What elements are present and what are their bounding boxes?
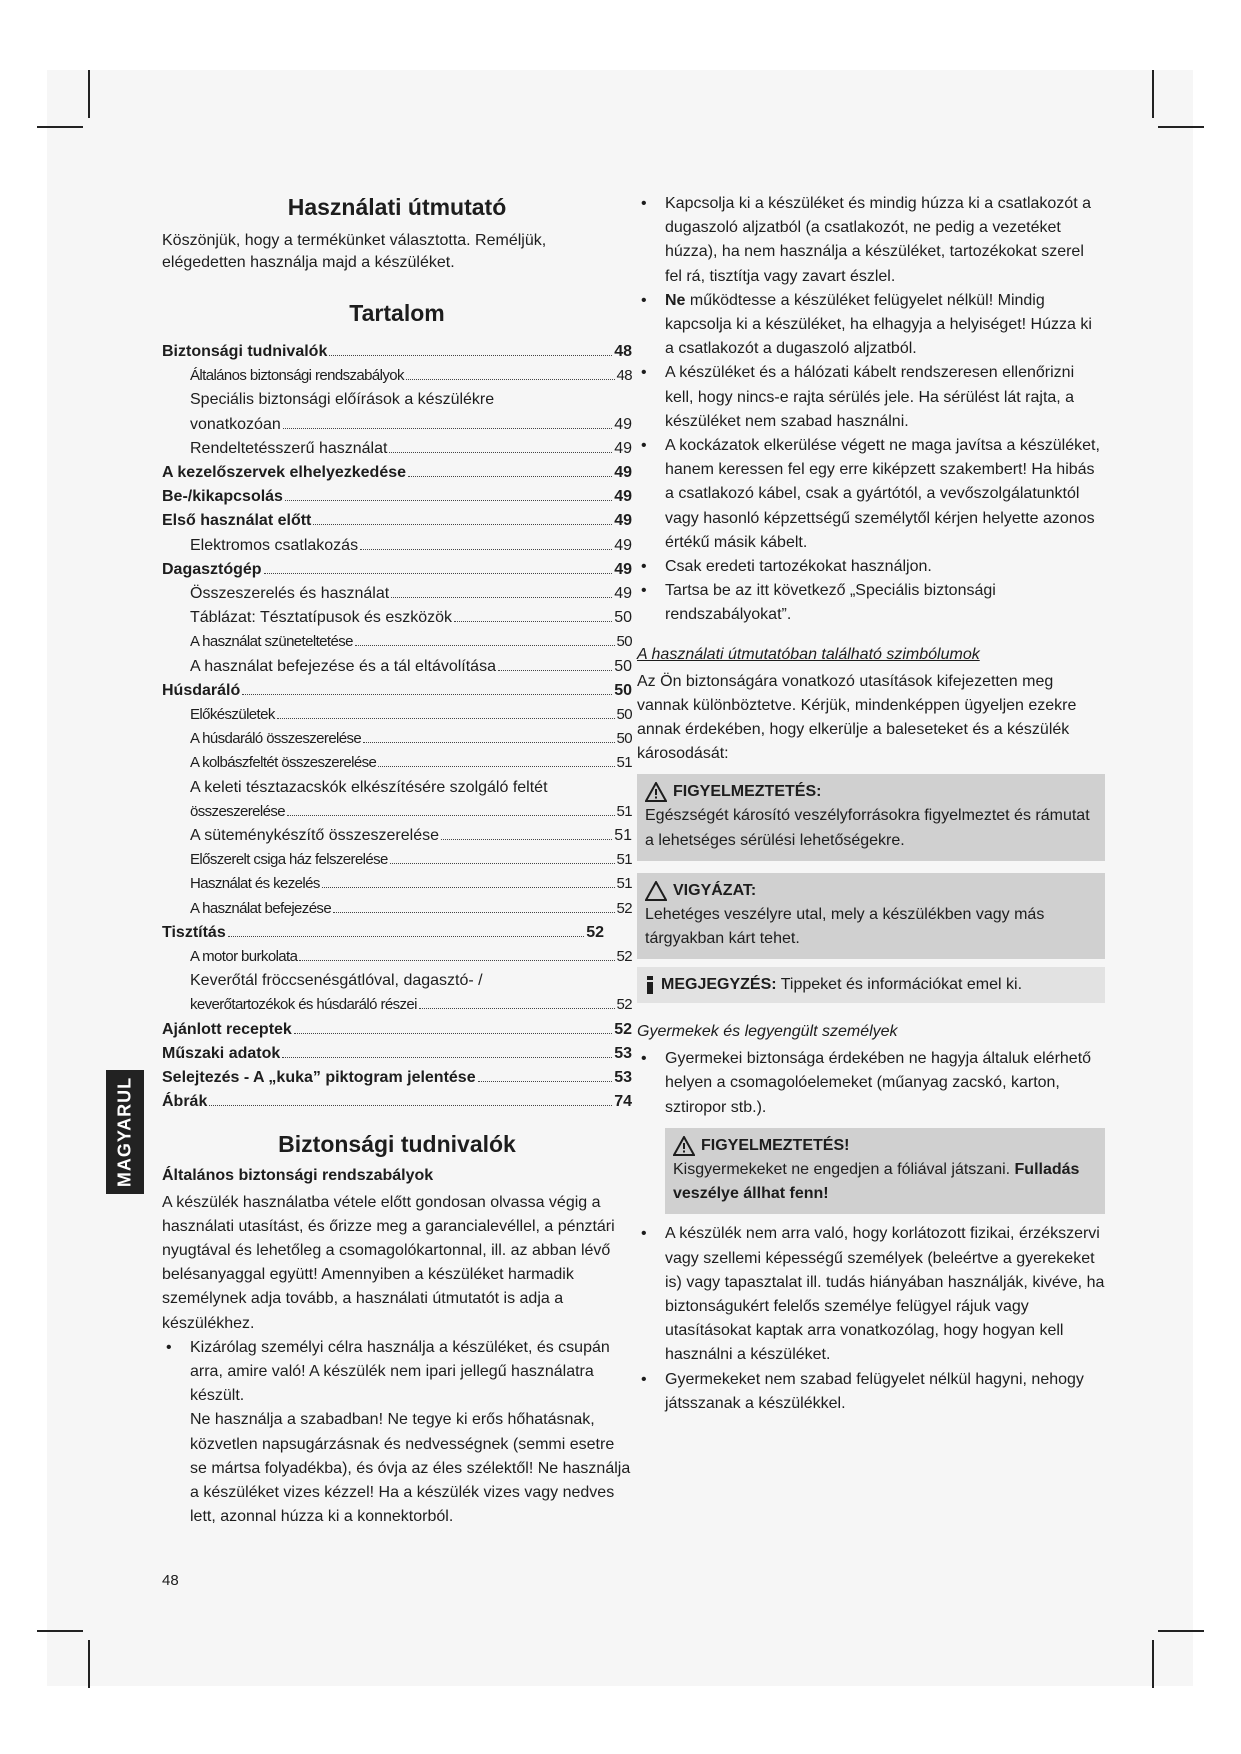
toc-entry[interactable]: A süteménykészítő összeszerelése 51 bbox=[190, 827, 632, 845]
right-column bbox=[637, 192, 1105, 1416]
toc-entry[interactable]: Be-/kikapcsolás 49 bbox=[162, 488, 632, 506]
toc-entry-wrapped: A keleti tésztazacskók elkészítésére szolgáló feltét bbox=[190, 778, 548, 796]
list-item: • Kapcsolja ki a készüléket és mindig húzza ki a csatlakozót a dugaszoló aljzatból (a csatlakozót, ne pedig a vezetéket húzza), ha nem használja a készüléket, tartozékokat szerel fel rá, tisztítja vagy zavart észlel. bbox=[637, 192, 1105, 289]
toc-entry[interactable]: Műszaki adatok 53 bbox=[162, 1044, 632, 1062]
toc-entry[interactable]: Elektromos csatlakozás 49 bbox=[190, 536, 632, 554]
toc-entry[interactable]: A használat befejezése és a tál eltávolítása 50 bbox=[190, 657, 632, 675]
crop-mark bbox=[88, 1640, 90, 1688]
general-rules-heading: Általános biztonsági rendszabályok bbox=[162, 1166, 434, 1184]
list-item: • A készüléket és a hálózati kábelt rendszeresen ellenőrizni kell, hogy nincs-e rajta sérülés jele. Ha sérülést lát rajta, a készüléket nem szabad használni. bbox=[637, 361, 1105, 434]
note-box bbox=[637, 967, 1105, 1003]
warning-box bbox=[637, 774, 1105, 860]
list-item: • Csak eredeti tartozékokat használjon. bbox=[637, 555, 1105, 579]
toc-entry[interactable]: A használat szüneteltetése 50 bbox=[190, 633, 632, 651]
crop-mark bbox=[37, 1630, 83, 1632]
warning-triangle-icon bbox=[645, 782, 667, 802]
warning-box-children bbox=[665, 1128, 1105, 1214]
toc-entry[interactable]: Táblázat: Tésztatípusok és eszközök 50 bbox=[190, 609, 632, 627]
info-icon bbox=[645, 975, 655, 995]
toc-entry[interactable]: Első használat előtt 49 bbox=[162, 512, 632, 530]
safety-bullet-list bbox=[637, 192, 1105, 628]
toc-entry[interactable]: A húsdaráló összeszerelése 50 bbox=[190, 730, 632, 748]
toc-entry[interactable]: Előszerelt csiga ház felszerelése 51 bbox=[190, 851, 632, 869]
caution-label: VIGYÁZAT: bbox=[673, 881, 757, 899]
general-rules-text: A készülék használatba vétele előtt gondosan olvassa végig a használati utasítást, és őrizze meg a garancialevéllel, a pénztári nyugtával és lehetőleg a csomagolókartonnal, ill. az abban lévő belésanyaggal együtt! Amennyiben a készüléket harmadik személynek adja tovább, a használati útmutatót is adja a készülékhez. bbox=[162, 1193, 615, 1332]
crop-mark bbox=[1152, 70, 1154, 118]
document-title: Használati útmutató bbox=[287, 194, 507, 220]
toc-entry[interactable]: Használat és kezelés 51 bbox=[190, 875, 632, 893]
list-item bbox=[637, 289, 1105, 362]
warning-triangle-icon bbox=[673, 1136, 695, 1156]
toc-entry[interactable]: A kezelőszervek elhelyezkedése 49 bbox=[162, 464, 632, 482]
safety-bullet-list bbox=[162, 1336, 632, 1409]
final-bullet-list bbox=[637, 1222, 1105, 1416]
crop-mark bbox=[1152, 1640, 1154, 1688]
warning-text: Egészségét károsító veszélyforrásokra figyelmeztet és rámutat a lehetséges sérülési lehetőségekre. bbox=[645, 807, 1090, 849]
note-text: Tippeket és információkat emel ki. bbox=[780, 976, 1023, 994]
page-number: 48 bbox=[162, 1572, 179, 1589]
toc-entry[interactable]: A kolbászfeltét összeszerelése 51 bbox=[190, 754, 632, 772]
warning-label: FIGYELMEZTETÉS! bbox=[701, 1136, 850, 1154]
toc-entry[interactable]: A használat befejezése 52 bbox=[190, 899, 632, 917]
children-heading: Gyermekek és legyengült személyek bbox=[637, 1023, 898, 1041]
list-item: • A kockázatok elkerülése végett ne maga javítsa a készüléket, hanem keressen fel egy erre kiképzett szakembert! Ha hibás a csatlakozó kábel, csak a gyártótól, a vevőszolgálatunktól vagy hasonló képzettségű személytől kérjen helyette azonos értékű másik kábelt. bbox=[637, 434, 1105, 555]
crop-mark bbox=[37, 126, 83, 128]
toc-entry[interactable]: Rendeltetésszerű használat 49 bbox=[190, 439, 632, 457]
warning-label: FIGYELMEZTETÉS: bbox=[673, 783, 822, 801]
toc-entry[interactable]: Tisztítás 52 bbox=[162, 923, 604, 941]
crop-mark bbox=[1158, 126, 1204, 128]
toc-entry-wrapped: Keverőtál fröccsenésgátlóval, dagasztó- / bbox=[190, 972, 483, 990]
table-of-contents bbox=[162, 340, 632, 1115]
list-item: • Gyermekei biztonsága érdekében ne hagyja általuk elérhető helyen a csomagolóelemeket (műanyag zacskó, karton, sztiropor stb.). bbox=[637, 1047, 1105, 1120]
toc-entry[interactable]: Selejtezés - A „kuka” piktogram jelentése 53 bbox=[162, 1069, 632, 1087]
crop-mark bbox=[1158, 1630, 1204, 1632]
list-item-text: működtesse a készüléket felügyelet nélkül! Mindig kapcsolja ki a készüléket, ha elhagyja a helyiséget! Húzza ki a csatlakozót a dugaszoló aljzatból. bbox=[665, 291, 1092, 358]
toc-entry[interactable]: vonatkozóan 49 bbox=[190, 415, 632, 433]
warning-text-bold: Fulladás veszélye állhat fenn! bbox=[673, 1160, 1080, 1203]
intro-text: Köszönjük, hogy a termékünket választotta. Reméljük, elégedetten használja majd a készüléket. bbox=[162, 232, 547, 271]
list-item: • A készülék nem arra való, hogy korlátozott fizikai, érzékszervi vagy szellemi képességű személyek (beleértve a gyerekeket is) vagy tapasztalat ill. tudás hiányában használják, kivéve, ha biztonságukért felelős személye felügyel rájuk vagy utasításokat kaptak arra vonatkozólag, hogy hogyan kell használni a készüléket. bbox=[637, 1222, 1105, 1367]
emphasis-ne: Ne bbox=[665, 291, 686, 309]
safety-bullet-continuation: Ne használja a szabadban! Ne tegye ki erős hőhatásnak, közvetlen napsugárzásnak és nedvességnek (semmi esetre se mártsa folyadékba), és óvja az éles szélektől! Ne használja a készüléket vizes kézzel! Ha a készülék vizes vagy nedves lett, azonnal húzza ki a konnektorból. bbox=[190, 1411, 631, 1526]
toc-entry[interactable]: összeszerelése 51 bbox=[190, 802, 632, 820]
warning-text bbox=[673, 1158, 1097, 1206]
symbols-text: Az Ön biztonságára vonatkozó utasítások kifejezetten meg vannak különböztetve. Kérjük, mindenképpen ügyeljen ezekre annak érdekében, hogy elkerülje a baleseteket és a készülék károsodását: bbox=[637, 672, 1077, 763]
caution-text: Lehetéges veszélyre utal, mely a készülékben vagy más tárgyakban kárt tehet. bbox=[645, 905, 1045, 948]
caution-box bbox=[637, 873, 1105, 959]
symbols-heading: A használati útmutatóban található szimbólumok bbox=[637, 645, 980, 663]
list-item: • Tartsa be az itt következő „Speciális biztonsági rendszabályokat”. bbox=[637, 579, 1105, 627]
toc-entry[interactable]: Általános biztonsági rendszabályok 48 bbox=[190, 367, 632, 385]
warning-text-plain: Kisgyermekeket ne engedjen a fóliával játszani. bbox=[673, 1160, 1015, 1178]
toc-entry[interactable]: Húsdaráló 50 bbox=[162, 681, 632, 699]
list-item: • Kizárólag személyi célra használja a készüléket, és csupán arra, amire való! A készülék nem ipari jellegű használatra készült. bbox=[162, 1336, 632, 1409]
toc-entry[interactable]: Előkészületek 50 bbox=[190, 706, 632, 724]
caution-triangle-icon bbox=[645, 881, 667, 901]
left-column bbox=[162, 192, 632, 1529]
language-side-tab bbox=[106, 1070, 144, 1194]
crop-mark bbox=[88, 70, 90, 118]
toc-entry[interactable]: Biztonsági tudnivalók 48 bbox=[162, 343, 632, 360]
note-label: MEGJEGYZÉS: bbox=[661, 976, 777, 994]
toc-entry[interactable]: Ajánlott receptek 52 bbox=[162, 1020, 632, 1038]
toc-entry[interactable]: Összeszerelés és használat 49 bbox=[190, 585, 632, 603]
toc-entry[interactable]: A motor burkolata 52 bbox=[190, 948, 632, 966]
toc-entry[interactable]: Ábrák 74 bbox=[162, 1093, 632, 1111]
children-bullet-list bbox=[637, 1047, 1105, 1120]
toc-title: Tartalom bbox=[349, 300, 445, 326]
language-label: MAGYARUL bbox=[114, 1076, 135, 1188]
toc-entry-wrapped: Speciális biztonsági előírások a készülékre bbox=[190, 391, 495, 409]
toc-entry[interactable]: Dagasztógép 49 bbox=[162, 560, 632, 578]
safety-section-title: Biztonsági tudnivalók bbox=[278, 1130, 516, 1157]
toc-entry[interactable]: keverőtartozékok és húsdaráló részei 52 bbox=[190, 996, 632, 1014]
list-item: • Gyermekeket nem szabad felügyelet nélkül hagyni, nehogy játsszanak a készülékkel. bbox=[637, 1368, 1105, 1416]
